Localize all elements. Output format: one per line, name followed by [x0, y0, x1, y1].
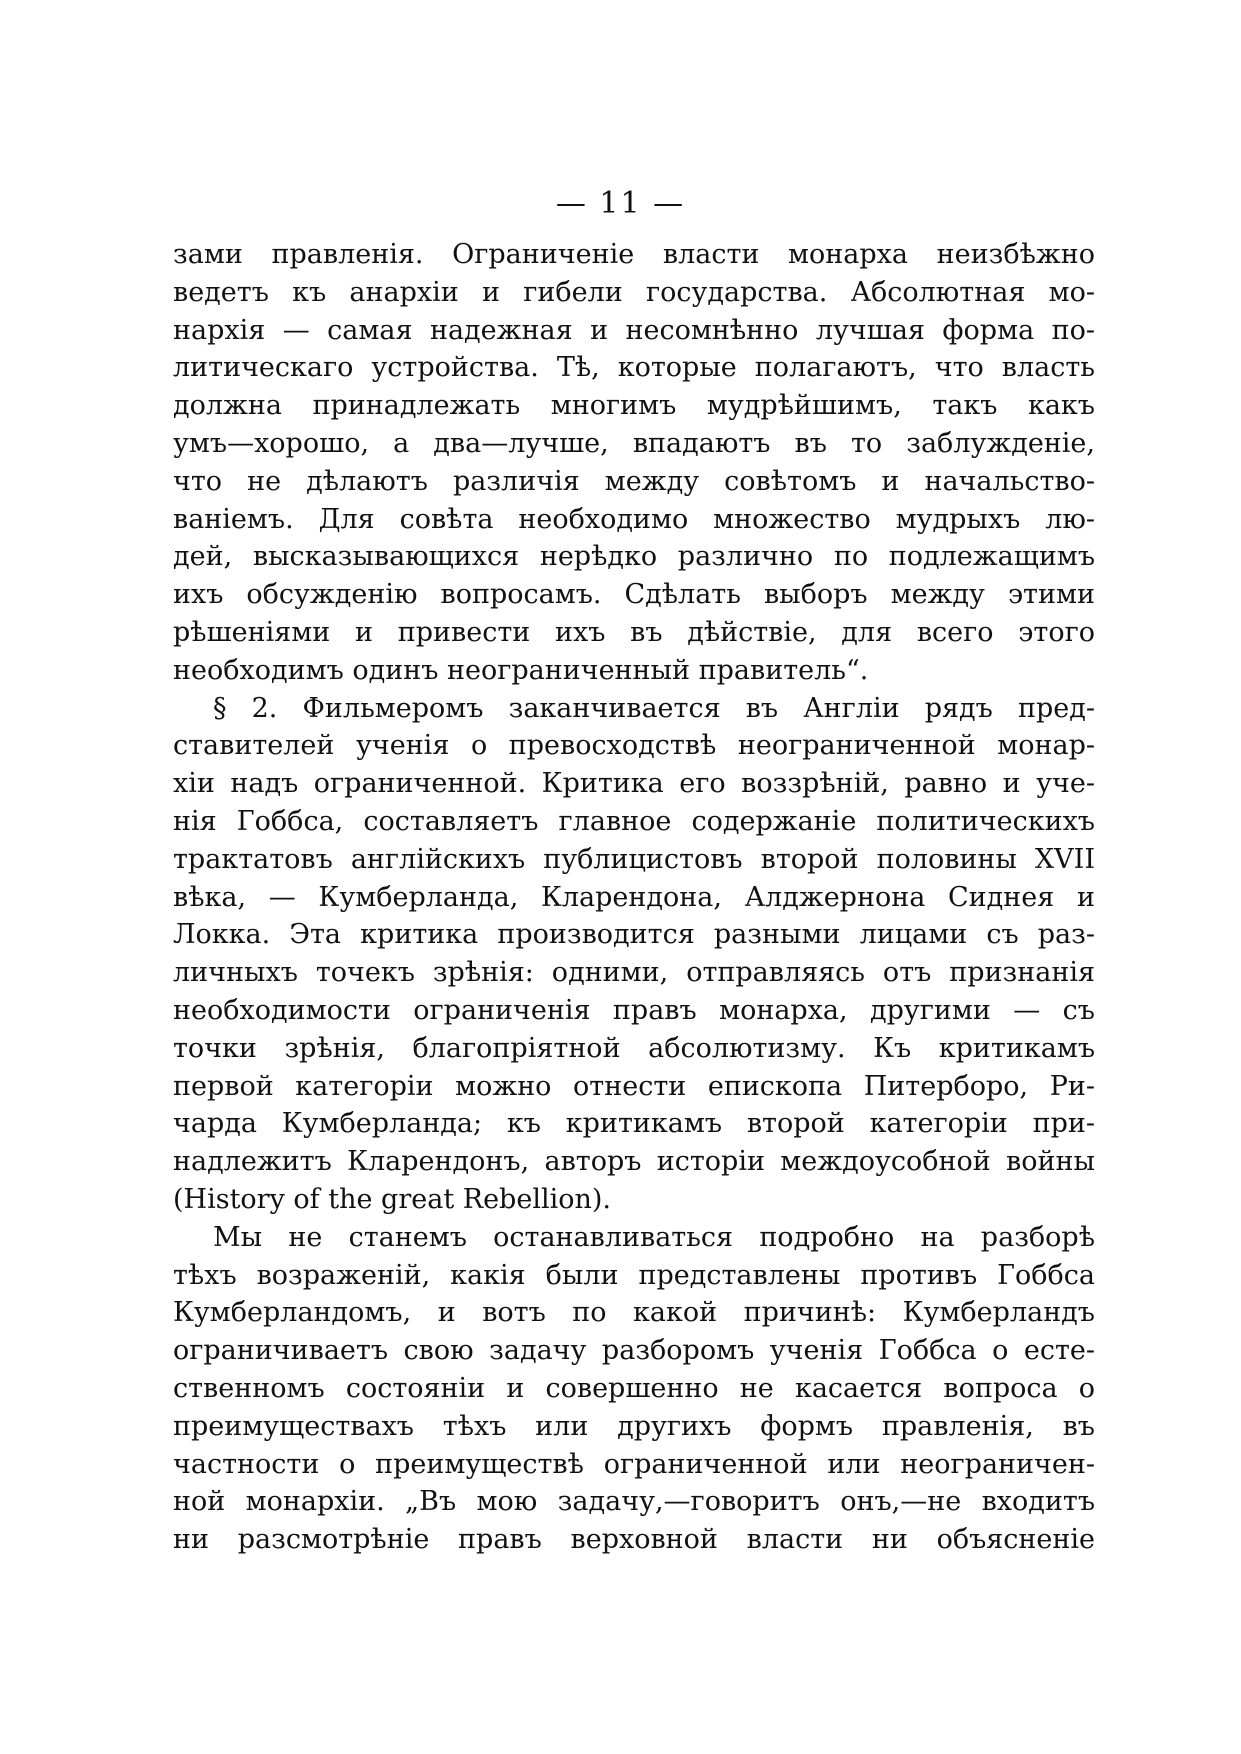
text-line: необходимъ одинъ неограниченный правитель“.: [173, 654, 869, 686]
text-line: рѣшеніями и привести ихъ въ дѣйствіе, для всего этого: [173, 616, 1095, 648]
body-text: [173, 236, 1095, 1559]
paragraph-3: [173, 1219, 1095, 1559]
page-number: — 11 —: [555, 186, 686, 221]
text-line: трактатовъ англійскихъ публицистовъ второй половины XVII: [173, 843, 1095, 875]
text-line: вѣка, — Кумберланда, Кларендона, Алджернона Сиднея и: [173, 881, 1095, 913]
text-line: ихъ обсужденію вопросамъ. Сдѣлать выборъ между этими: [173, 579, 1095, 611]
text-line: § 2. Фильмеромъ заканчивается въ Англіи рядъ пред-: [213, 692, 1095, 724]
text-line: точки зрѣнія, благопріятной абсолютизму. Къ критикамъ: [173, 1032, 1095, 1064]
text-line: литическаго устройства. Тѣ, которые полагаютъ, что власть: [173, 352, 1095, 384]
text-line: чарда Кумберланда; къ критикамъ второй категоріи при-: [173, 1108, 1095, 1140]
paragraph-2: [173, 690, 1095, 1219]
text-line: ваніемъ. Для совѣта необходимо множество мудрыхъ лю-: [173, 503, 1095, 535]
text-line: первой категоріи можно отнести епископа Питерборо, Ри-: [173, 1070, 1095, 1102]
text-line: ни разсмотрѣніе правъ верховной власти ни объясненіе: [173, 1524, 1095, 1556]
text-line: ограничиваетъ свою задачу разборомъ ученія Гоббса о есте-: [173, 1335, 1095, 1367]
text-line: ставителей ученія о превосходствѣ неограниченной монар-: [173, 730, 1095, 762]
text-line: Мы не станемъ останавливаться подробно на разборѣ: [213, 1221, 1095, 1253]
text-line: Локка. Эта критика производится разными лицами съ раз-: [173, 919, 1095, 951]
paragraph-1: [173, 236, 1095, 690]
text-line: надлежитъ Кларендонъ, авторъ исторіи междоусобной войны: [173, 1146, 1095, 1178]
text-line: тѣхъ возраженій, какія были представлены противъ Гоббса: [173, 1259, 1095, 1291]
text-line: дей, высказывающихся нерѣдко различно по подлежащимъ: [173, 541, 1095, 573]
text-line: Кумберландомъ, и вотъ по какой причинѣ: Кумберландъ: [173, 1297, 1095, 1329]
text-line: должна принадлежать многимъ мудрѣйшимъ, такъ какъ: [173, 390, 1095, 422]
text-line: преимуществахъ тѣхъ или другихъ формъ правленія, въ: [173, 1410, 1095, 1442]
text-line: частности о преимуществѣ ограниченной или неограничен-: [173, 1448, 1095, 1480]
text-line: хіи надъ ограниченной. Критика его воззрѣній, равно и уче-: [173, 768, 1095, 800]
text-line: ной монархіи. „Въ мою задачу,—говоритъ онъ,—не входитъ: [173, 1486, 1095, 1518]
text-line: нархія — самая надежная и несомнѣнно лучшая форма по-: [173, 314, 1095, 346]
text-line: что не дѣлаютъ различія между совѣтомъ и начальство-: [173, 465, 1095, 497]
text-line: личныхъ точекъ зрѣнія: одними, отправляясь отъ признанія: [173, 957, 1095, 989]
text-line: необходимости ограниченія правъ монарха, другими — съ: [173, 994, 1095, 1026]
text-line: умъ—хорошо, а два—лучше, впадаютъ въ то заблужденіе,: [173, 427, 1095, 459]
text-line: ведетъ къ анархіи и гибели государства. Абсолютная мо-: [173, 276, 1095, 308]
text-line: нія Гоббса, составляетъ главное содержаніе политическихъ: [173, 805, 1095, 837]
text-line: ственномъ состояніи и совершенно не касается вопроса о: [173, 1372, 1095, 1404]
text-line: (History of the great Rebellion).: [173, 1183, 611, 1215]
text-line: зами правленія. Ограниченіе власти монарха неизбѣжно: [173, 239, 1095, 270]
